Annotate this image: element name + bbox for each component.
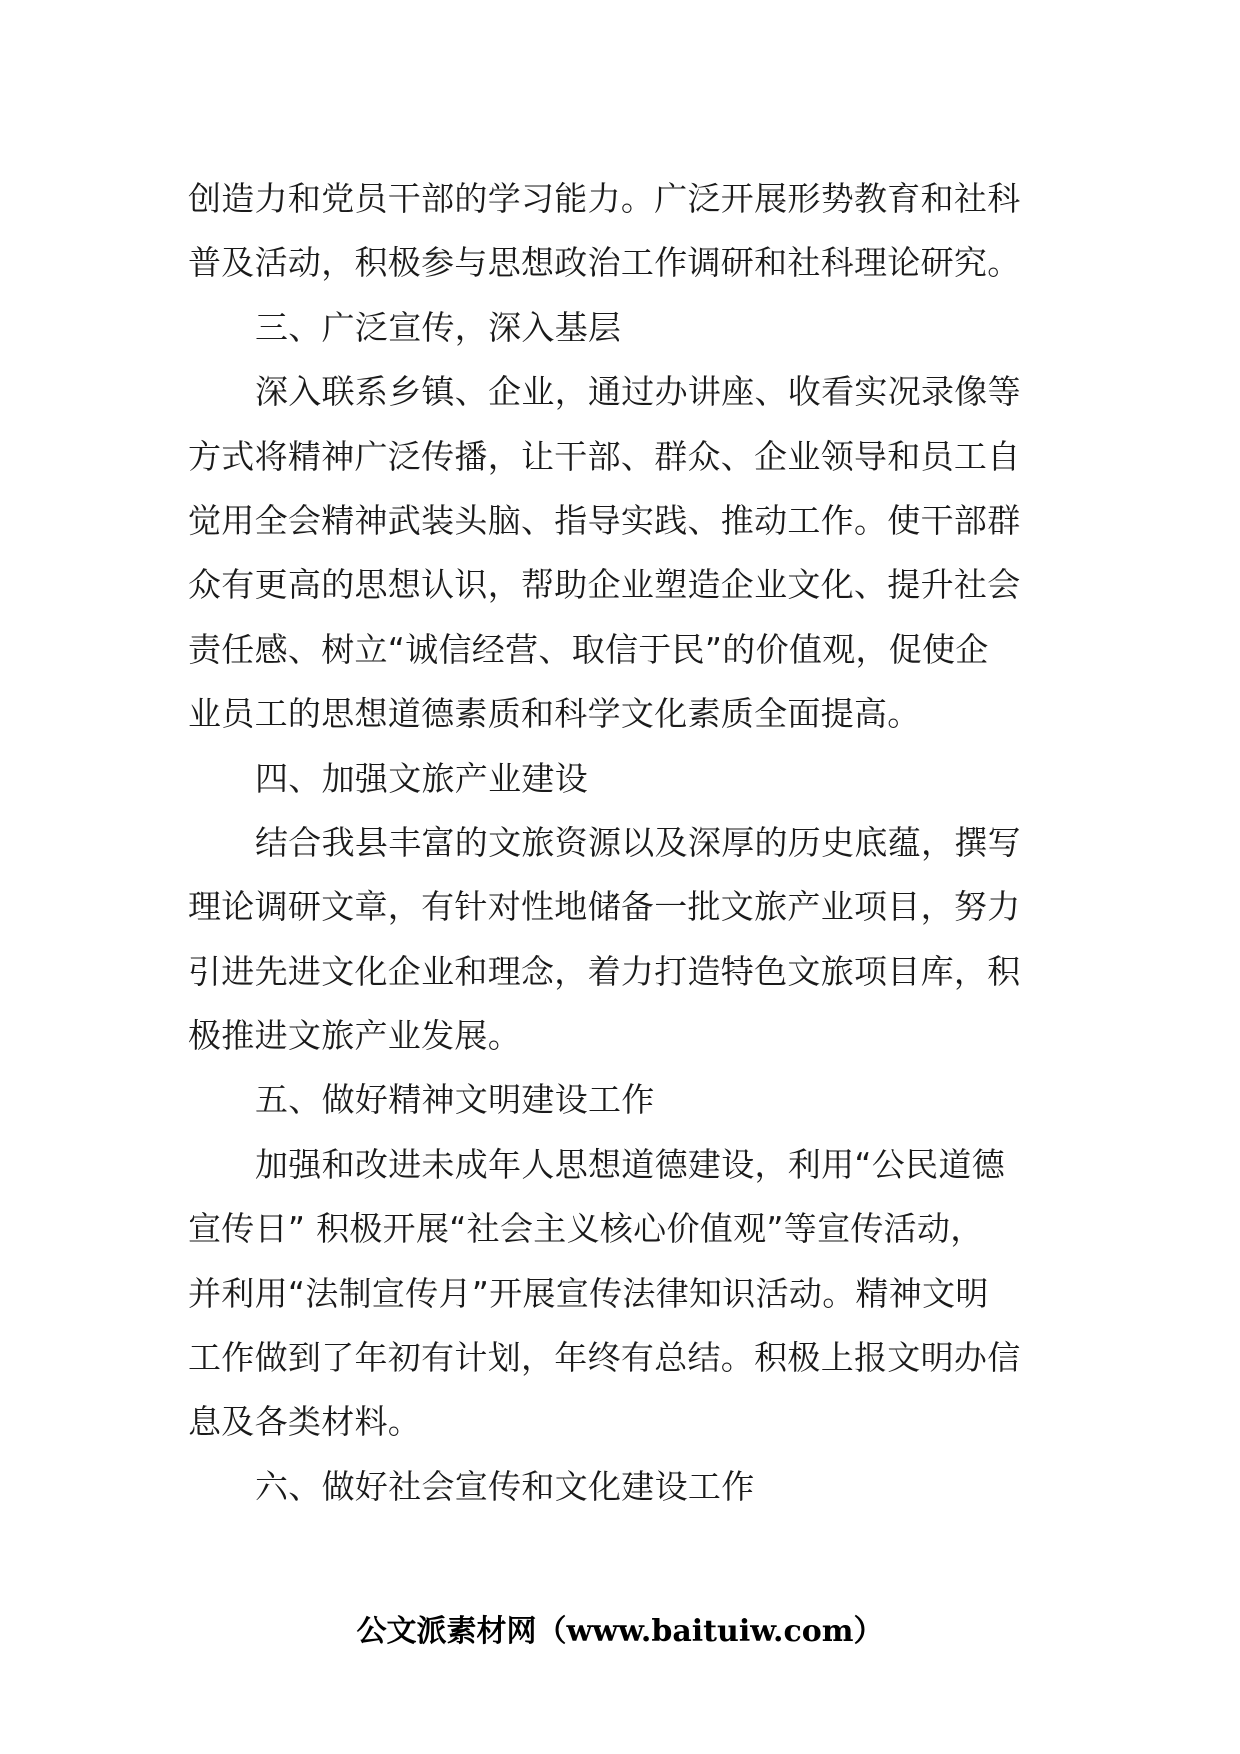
body-line: 加强和改进未成年人思想道德建设，利用“公民道德 (255, 1144, 1005, 1184)
body-line: 众有更高的思想认识，帮助企业塑造企业文化、提升社会 (188, 565, 1021, 605)
body-line: 普及活动，积极参与思想政治工作调研和社科理论研究。 (188, 243, 1021, 283)
section-heading: 三、广泛宣传，深入基层 (255, 307, 622, 347)
body-line: 创造力和党员干部的学习能力。广泛开展形势教育和社科 (188, 179, 1021, 218)
document-body (188, 167, 1028, 1519)
body-line: 深入联系乡镇、企业，通过办讲座、收看实况录像等 (255, 372, 1021, 412)
section-heading: 六、做好社会宣传和文化建设工作 (255, 1466, 755, 1506)
body-line: 极推进文旅产业发展。 (188, 1016, 521, 1056)
body-line: 工作做到了年初有计划，年终有总结。积极上报文明办信 (188, 1338, 1021, 1378)
body-line: 业员工的思想道德素质和科学文化素质全面提高。 (188, 694, 921, 734)
section-heading: 五、做好精神文明建设工作 (255, 1080, 655, 1120)
footer-watermark: 公文派素材网（www.baituiw.com） (356, 1614, 884, 1649)
body-line: 理论调研文章，有针对性地储备一批文旅产业项目，努力 (188, 887, 1021, 927)
body-line: 宣传日” 积极开展“社会主义核心价值观”等宣传活动， (188, 1209, 984, 1249)
body-line: 引进先进文化企业和理念，着力打造特色文旅项目库，积 (188, 951, 1021, 991)
section-heading: 四、加强文旅产业建设 (255, 758, 588, 798)
body-line: 息及各类材料。 (188, 1402, 422, 1442)
body-line: 责任感、树立“诚信经营、取信于民”的价值观，促使企 (188, 629, 989, 669)
body-line: 结合我县丰富的文旅资源以及深厚的历史底蕴，撰写 (255, 822, 1021, 862)
body-line: 并利用“法制宣传月”开展宣传法律知识活动。精神文明 (188, 1273, 989, 1313)
body-line: 方式将精神广泛传播，让干部、群众、企业领导和员工自 (188, 436, 1021, 476)
body-line: 觉用全会精神武装头脑、指导实践、推动工作。使干部群 (188, 500, 1021, 540)
